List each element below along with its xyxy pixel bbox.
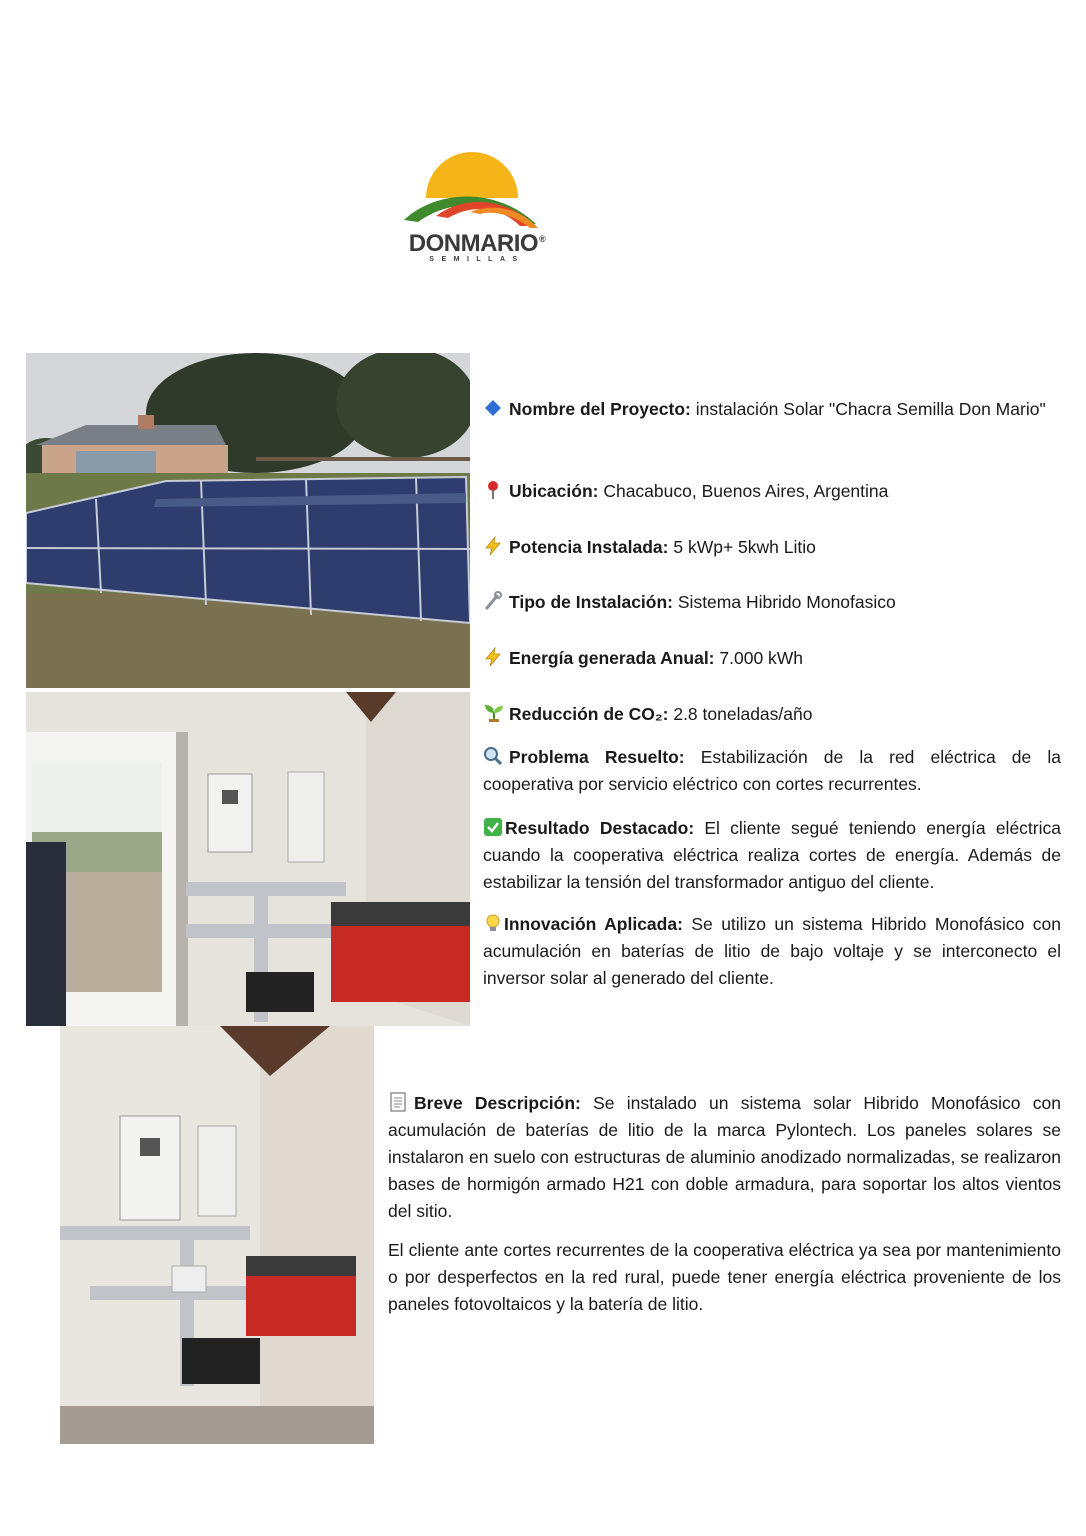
- photo-inverter-room: [26, 692, 470, 1026]
- document-icon: [388, 1092, 408, 1112]
- project-result: Resultado Destacado: El cliente segué teniendo energía eléctrica cuando la cooperativa eléctrica realiza cortes de energía. Además de estabilizar la tensión del transformador antiguo del cliente.: [483, 818, 1061, 892]
- brand-subtitle: SEMILLAS: [429, 256, 525, 263]
- project-power: Potencia Instalada: 5 kWp+ 5kwh Litio: [483, 534, 1061, 561]
- check-icon: [483, 817, 503, 837]
- wrench-icon: [483, 591, 503, 611]
- lightning-icon: [483, 647, 503, 667]
- magnifier-icon: [483, 746, 503, 766]
- lightning-icon: [483, 536, 503, 556]
- description-paragraph-1: Breve Descripción: Se instalado un sistema solar Hibrido Monofásico con acumulación de baterías de litio de la marca Pylontech. Los paneles solares se instalaron en suelo con estructuras de aluminio anodizado normalizadas, se realizaron bases de hormigón armado H21 con doble armadura, para soportar los altos vientos del sitio.: [388, 1093, 1061, 1221]
- project-location: Ubicación: Chacabuco, Buenos Aires, Argentina: [483, 478, 1061, 505]
- project-name: Nombre del Proyecto: instalación Solar "Chacra Semilla Don Mario": [483, 396, 1061, 423]
- photo-equipment-room: [60, 1026, 374, 1444]
- project-co2: Reducción de CO₂: 2.8 toneladas/año: [483, 701, 1061, 728]
- project-energy: Energía generada Anual: 7.000 kWh: [483, 645, 1061, 672]
- project-problem: Problema Resuelto: Estabilización de la red eléctrica de la cooperativa por servicio eléctrico con cortes recurrentes.: [483, 747, 1061, 794]
- photo-solar-panels: [26, 353, 470, 688]
- seedling-icon: [483, 703, 503, 723]
- brand-logo: [396, 150, 558, 272]
- project-innovation: Innovación Aplicada: Se utilizo un sistema Hibrido Monofásico con acumulación en baterías de litio de bajo voltaje y se interconecto el inversor solar al generado del cliente.: [483, 914, 1061, 988]
- project-type: Tipo de Instalación: Sistema Hibrido Monofasico: [483, 589, 1061, 616]
- blue-diamond-icon: [483, 398, 503, 418]
- brand-wordmark: DONMARIO®: [408, 230, 546, 257]
- pin-icon: [483, 480, 503, 500]
- lightbulb-icon: [483, 913, 503, 933]
- sunrise-logo-mark: [396, 150, 558, 230]
- description-paragraph-2: El cliente ante cortes recurrentes de la cooperativa eléctrica ya sea por mantenimiento o por desperfectos en la red rural, puede tener energía eléctrica proveniente de los paneles fotovoltaicos y la batería de litio.: [388, 1240, 1061, 1314]
